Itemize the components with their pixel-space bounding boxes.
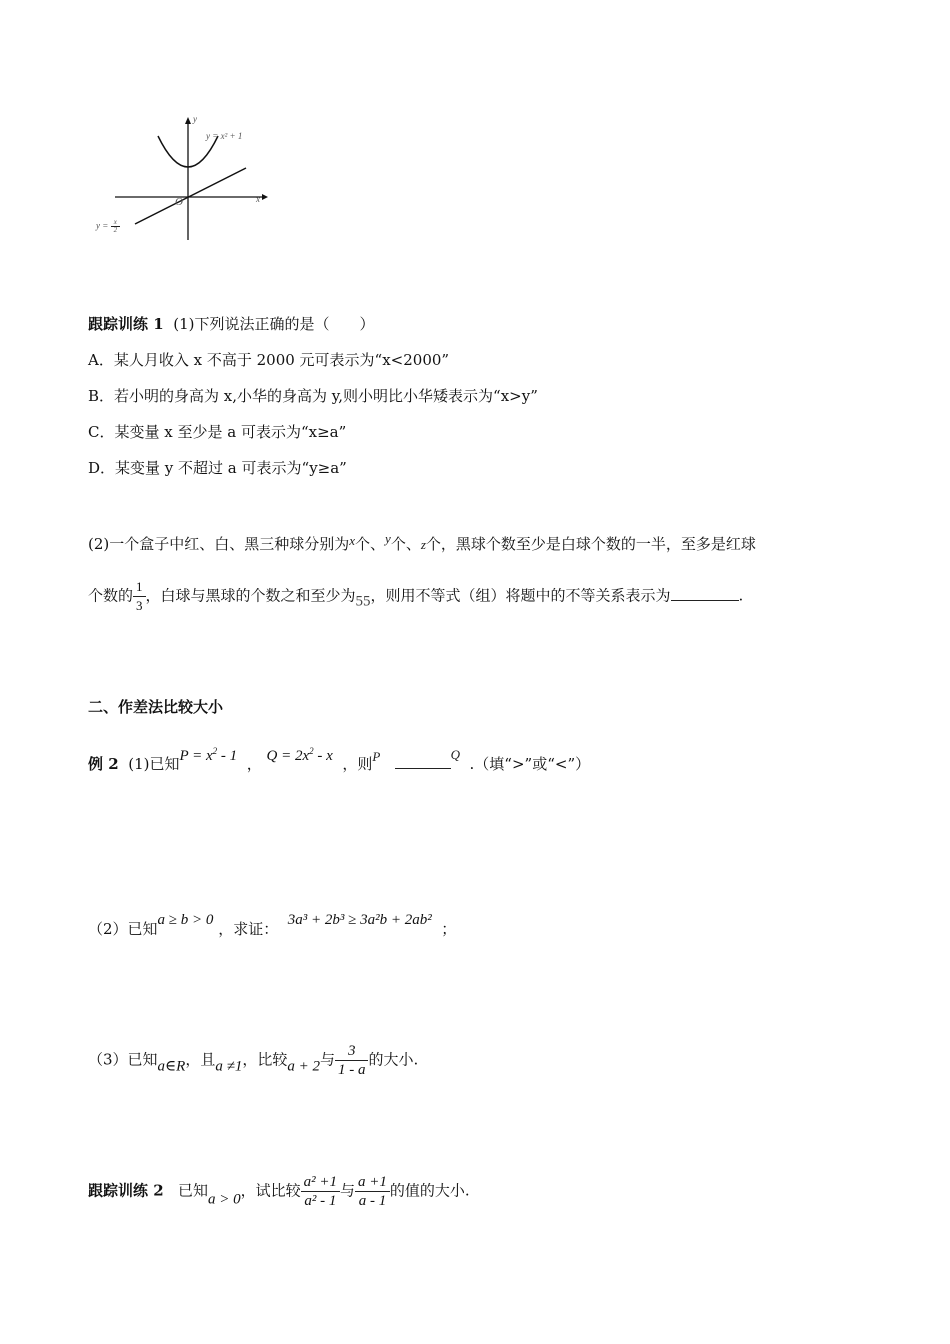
training1-part2-line2: 个数的 $\frac{1}{3}$ ，白球与黑球的个数之和至少为55，则用不等式（组）将题中的不等关系表示为 . <box>88 579 744 613</box>
x-axis-arrow <box>262 194 268 200</box>
option-d: D．某变量 y 不超过 a 可表示为“y≥a” <box>88 459 347 477</box>
training1-part1-stem: (1)下列说法正确的是（ ） <box>173 315 375 333</box>
line-label: y = $\frac{x}{2}$ <box>96 219 120 234</box>
origin-label: O <box>175 196 183 208</box>
y-axis-label: y <box>193 114 197 124</box>
x-axis-label: x <box>256 194 260 204</box>
training1-stem <box>88 314 374 334</box>
training2: 跟踪训练 2 已知a > 0，试比较 $\frac{\text{a² +1}}{\text{a² - 1}}$ 与 $\frac{a +1}{a - 1}$ 的值的大小. <box>88 1174 470 1209</box>
compare-blank[interactable] <box>395 753 451 769</box>
example2-part1: 例 2 (1)已知$P = x^2 - 1$ ， $Q = 2x^2 - x$ ，则P Q .（填“>”或“<”） <box>88 746 591 773</box>
example2-part2: （2）已知a ≥ b > 0 ，求证： 3a³ + 2b³ ≥ 3a²b + 2ab² ； <box>88 912 457 938</box>
parabola-label: y = x² + 1 <box>206 131 243 141</box>
option-b: B．若小明的身高为 x,小华的身高为 y,则小明比小华矮表示为“x>y” <box>88 387 538 405</box>
line-curve <box>135 168 246 224</box>
training2-label: 跟踪训练 2 <box>88 1181 164 1200</box>
option-a: A．某人月收入 x 不高于 2000 元可表示为“x<2000” <box>88 351 450 369</box>
answer-blank[interactable] <box>671 585 739 601</box>
y-axis-arrow <box>185 117 191 124</box>
section2-title: 二、作差法比较大小 <box>88 698 224 716</box>
example2-label: 例 2 <box>88 755 119 773</box>
training1-part2-line1: (2)一个盒子中红、白、黑三种球分别为x个、y个、z个，黑球个数至少是白球个数的一半，至多是红球 <box>88 531 756 553</box>
example2-part3: （3）已知a∈R，且a ≠1，比较a + 2与 $\frac{3}{1 - a}$ 的大小. <box>88 1043 419 1078</box>
option-c: C．某变量 x 至少是 a 可表示为“x≥a” <box>88 423 347 441</box>
training1-label: 跟踪训练 1 <box>88 315 164 333</box>
